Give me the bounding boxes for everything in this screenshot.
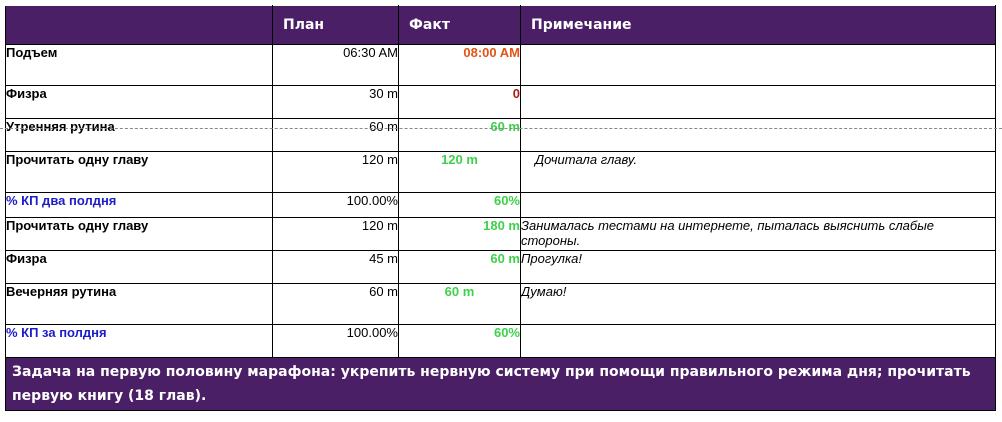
row-fact: 60% (399, 325, 521, 358)
row-plan: 120 m (273, 152, 399, 193)
schedule-table (5, 5, 996, 411)
schedule-sheet (5, 5, 995, 420)
row-note (521, 119, 996, 152)
row-fact: 08:00 AM (399, 45, 521, 86)
divider (0, 128, 1002, 129)
row-note: Думаю! (521, 284, 996, 325)
row-name: Утренняя рутина (6, 119, 273, 152)
row-fact: 120 m (399, 152, 521, 193)
header-fact: Факт (399, 6, 521, 45)
table-footer-row (6, 358, 996, 411)
row-plan: 100.00% (273, 193, 399, 218)
row-plan: 30 m (273, 86, 399, 119)
row-plan: 60 m (273, 119, 399, 152)
table-row (6, 284, 996, 325)
table-row (6, 325, 996, 358)
table-row (6, 218, 996, 251)
table-row (6, 251, 996, 284)
row-note: Дочитала главу. (521, 152, 996, 193)
row-fact: 180 m (399, 218, 521, 251)
row-fact: 60% (399, 193, 521, 218)
table-header-row (6, 6, 996, 45)
goal-text: Задача на первую половину марафона: укрепить нервную систему при помощи правильного режима дня; прочитать первую книгу (18 глав). (6, 358, 996, 411)
row-note (521, 193, 996, 218)
header-name (6, 6, 273, 45)
row-name: % КП два полдня (6, 193, 273, 218)
table-row (6, 45, 996, 86)
row-plan: 06:30 AM (273, 45, 399, 86)
header-note: Примечание (521, 6, 996, 45)
table-row (6, 119, 996, 152)
row-plan: 45 m (273, 251, 399, 284)
row-plan: 120 m (273, 218, 399, 251)
row-name: Физра (6, 86, 273, 119)
table-row (6, 152, 996, 193)
row-note (521, 86, 996, 119)
row-fact: 60 m (399, 119, 521, 152)
row-note: Прогулка! (521, 251, 996, 284)
row-name: Прочитать одну главу (6, 218, 273, 251)
row-plan: 100.00% (273, 325, 399, 358)
table-row (6, 86, 996, 119)
row-note: Занималась тестами на интернете, пыталась выяснить слабые стороны. (521, 218, 996, 251)
row-name: % КП за полдня (6, 325, 273, 358)
header-plan: План (273, 6, 399, 45)
row-name: Прочитать одну главу (6, 152, 273, 193)
row-name: Подъем (6, 45, 273, 86)
row-name: Физра (6, 251, 273, 284)
row-fact: 60 m (399, 251, 521, 284)
row-plan: 60 m (273, 284, 399, 325)
table-row (6, 193, 996, 218)
row-name: Вечерняя рутина (6, 284, 273, 325)
row-fact: 0 (399, 86, 521, 119)
row-note (521, 45, 996, 86)
row-fact: 60 m (399, 284, 521, 325)
row-note (521, 325, 996, 358)
